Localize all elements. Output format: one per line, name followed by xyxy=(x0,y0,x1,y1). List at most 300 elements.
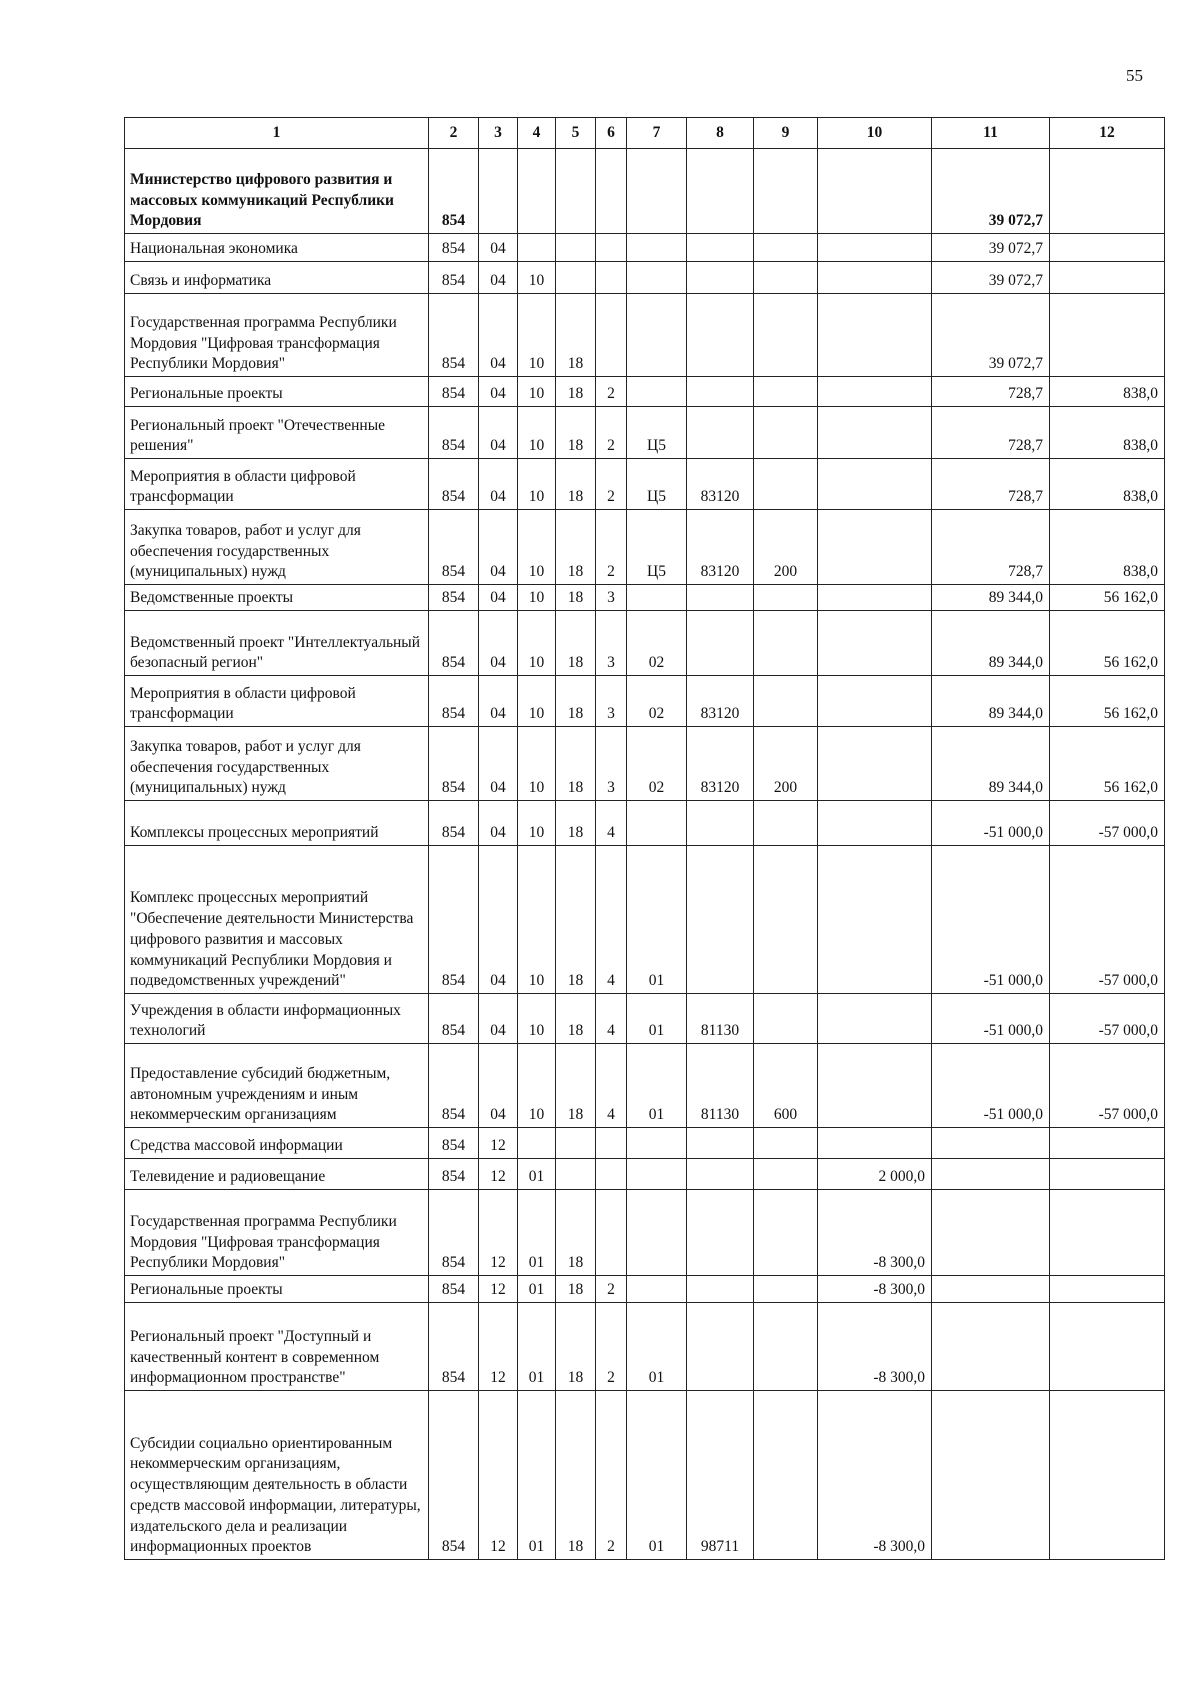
amount-cell xyxy=(932,1190,1050,1276)
amount-cell: 39 072,7 xyxy=(932,234,1050,262)
table-row xyxy=(125,510,1165,585)
column-header-2: 2 xyxy=(429,118,479,149)
code-cell xyxy=(754,1391,818,1560)
row-name-cell: Региональный проект "Доступный и качественный контент в современном информационном пространстве" xyxy=(125,1303,429,1391)
amount-cell xyxy=(1050,294,1165,377)
column-header-10: 10 xyxy=(818,118,932,149)
code-cell: 854 xyxy=(429,585,479,611)
table-row xyxy=(125,611,1165,676)
code-cell: 10 xyxy=(518,611,556,676)
code-cell: 18 xyxy=(556,407,596,459)
amount-cell xyxy=(818,234,932,262)
code-cell: 81130 xyxy=(687,1044,754,1128)
code-cell: 12 xyxy=(479,1190,518,1276)
code-cell: 10 xyxy=(518,510,556,585)
code-cell: Ц5 xyxy=(627,459,687,510)
code-cell: 854 xyxy=(429,801,479,846)
table-row xyxy=(125,801,1165,846)
code-cell: 12 xyxy=(479,1391,518,1560)
amount-cell: 838,0 xyxy=(1050,377,1165,407)
code-cell: 18 xyxy=(556,377,596,407)
code-cell xyxy=(687,149,754,234)
code-cell xyxy=(754,1276,818,1303)
code-cell xyxy=(687,1190,754,1276)
amount-cell: 728,7 xyxy=(932,459,1050,510)
code-cell xyxy=(687,846,754,994)
table-row xyxy=(125,262,1165,294)
table-row xyxy=(125,149,1165,234)
table-row xyxy=(125,1391,1165,1560)
code-cell: 04 xyxy=(479,727,518,801)
row-name-cell: Предоставление субсидий бюджетным, автономным учреждениям и иным некоммерческим организациям xyxy=(125,1044,429,1128)
code-cell xyxy=(754,262,818,294)
amount-cell: 39 072,7 xyxy=(932,149,1050,234)
code-cell: 12 xyxy=(479,1276,518,1303)
code-cell: 18 xyxy=(556,1276,596,1303)
amount-cell xyxy=(932,1128,1050,1159)
code-cell: 854 xyxy=(429,1391,479,1560)
code-cell: 4 xyxy=(596,801,627,846)
amount-cell xyxy=(818,510,932,585)
code-cell xyxy=(518,1128,556,1159)
code-cell: 04 xyxy=(479,294,518,377)
code-cell xyxy=(687,407,754,459)
amount-cell xyxy=(818,611,932,676)
code-cell: 854 xyxy=(429,262,479,294)
code-cell xyxy=(627,801,687,846)
code-cell: 83120 xyxy=(687,459,754,510)
code-cell: 854 xyxy=(429,1128,479,1159)
table-row xyxy=(125,994,1165,1044)
amount-cell xyxy=(932,1391,1050,1560)
code-cell xyxy=(479,149,518,234)
code-cell: 10 xyxy=(518,294,556,377)
amount-cell xyxy=(818,1044,932,1128)
code-cell xyxy=(754,234,818,262)
row-name-cell: Государственная программа Республики Мордовия "Цифровая трансформация Республики Мордовия" xyxy=(125,294,429,377)
code-cell xyxy=(754,1190,818,1276)
code-cell xyxy=(627,234,687,262)
amount-cell: 89 344,0 xyxy=(932,727,1050,801)
code-cell xyxy=(596,262,627,294)
code-cell xyxy=(556,149,596,234)
code-cell xyxy=(687,262,754,294)
row-name-cell: Комплексы процессных мероприятий xyxy=(125,801,429,846)
code-cell: 04 xyxy=(479,1044,518,1128)
code-cell: 854 xyxy=(429,1276,479,1303)
amount-cell xyxy=(818,294,932,377)
amount-cell xyxy=(932,1159,1050,1190)
code-cell: 854 xyxy=(429,1044,479,1128)
code-cell: 04 xyxy=(479,407,518,459)
code-cell xyxy=(687,1303,754,1391)
code-cell: 04 xyxy=(479,676,518,727)
amount-cell xyxy=(1050,1276,1165,1303)
column-header-11: 11 xyxy=(932,118,1050,149)
table-row xyxy=(125,1159,1165,1190)
row-name-cell: Национальная экономика xyxy=(125,234,429,262)
amount-cell xyxy=(818,262,932,294)
row-name-cell: Региональные проекты xyxy=(125,1276,429,1303)
code-cell xyxy=(754,407,818,459)
code-cell: 12 xyxy=(479,1159,518,1190)
amount-cell xyxy=(1050,149,1165,234)
code-cell: 04 xyxy=(479,234,518,262)
amount-cell xyxy=(818,994,932,1044)
code-cell: 2 xyxy=(596,1391,627,1560)
table-row xyxy=(125,727,1165,801)
code-cell: 3 xyxy=(596,611,627,676)
code-cell: 01 xyxy=(518,1276,556,1303)
code-cell: 04 xyxy=(479,510,518,585)
amount-cell: 56 162,0 xyxy=(1050,585,1165,611)
code-cell: 854 xyxy=(429,377,479,407)
amount-cell: 39 072,7 xyxy=(932,294,1050,377)
code-cell: 18 xyxy=(556,1391,596,1560)
code-cell: 10 xyxy=(518,801,556,846)
code-cell xyxy=(754,611,818,676)
code-cell: 854 xyxy=(429,510,479,585)
column-header-8: 8 xyxy=(687,118,754,149)
row-name-cell: Субсидии социально ориентированным некоммерческим организациям, осуществляющим деятельность в области средств массовой информации, литературы, издательского дела и реализации информационных проектов xyxy=(125,1391,429,1560)
amount-cell xyxy=(1050,1128,1165,1159)
amount-cell xyxy=(1050,262,1165,294)
code-cell xyxy=(627,149,687,234)
code-cell: 01 xyxy=(518,1159,556,1190)
code-cell xyxy=(687,1276,754,1303)
code-cell xyxy=(596,234,627,262)
amount-cell: -8 300,0 xyxy=(818,1276,932,1303)
amount-cell: -8 300,0 xyxy=(818,1190,932,1276)
code-cell: 02 xyxy=(627,727,687,801)
code-cell xyxy=(754,377,818,407)
code-cell xyxy=(596,149,627,234)
code-cell: 3 xyxy=(596,676,627,727)
code-cell: 854 xyxy=(429,407,479,459)
code-cell: 200 xyxy=(754,510,818,585)
code-cell: 10 xyxy=(518,846,556,994)
amount-cell xyxy=(818,727,932,801)
code-cell xyxy=(556,234,596,262)
code-cell: 200 xyxy=(754,727,818,801)
code-cell: 2 xyxy=(596,377,627,407)
table-row xyxy=(125,407,1165,459)
row-name-cell: Мероприятия в области цифровой трансформации xyxy=(125,676,429,727)
code-cell: 01 xyxy=(627,1391,687,1560)
code-cell xyxy=(687,234,754,262)
code-cell xyxy=(754,1128,818,1159)
row-name-cell: Региональные проекты xyxy=(125,377,429,407)
code-cell xyxy=(754,585,818,611)
code-cell: 10 xyxy=(518,1044,556,1128)
code-cell: 2 xyxy=(596,1276,627,1303)
amount-cell: 2 000,0 xyxy=(818,1159,932,1190)
code-cell: 18 xyxy=(556,510,596,585)
code-cell: 854 xyxy=(429,676,479,727)
column-header-7: 7 xyxy=(627,118,687,149)
amount-cell xyxy=(1050,1159,1165,1190)
amount-cell xyxy=(1050,1391,1165,1560)
row-name-cell: Ведомственный проект "Интеллектуальный безопасный регион" xyxy=(125,611,429,676)
row-name-cell: Государственная программа Республики Мордовия "Цифровая трансформация Республики Мордовия" xyxy=(125,1190,429,1276)
amount-cell xyxy=(932,1276,1050,1303)
row-name-cell: Региональный проект "Отечественные решения" xyxy=(125,407,429,459)
code-cell: 854 xyxy=(429,234,479,262)
code-cell: 01 xyxy=(518,1190,556,1276)
code-cell: 4 xyxy=(596,846,627,994)
code-cell xyxy=(556,1159,596,1190)
column-header-3: 3 xyxy=(479,118,518,149)
amount-cell: -51 000,0 xyxy=(932,1044,1050,1128)
code-cell xyxy=(754,1303,818,1391)
code-cell: 04 xyxy=(479,585,518,611)
amount-cell xyxy=(1050,234,1165,262)
code-cell xyxy=(627,585,687,611)
code-cell xyxy=(754,801,818,846)
code-cell: 854 xyxy=(429,727,479,801)
table-row xyxy=(125,294,1165,377)
row-name-cell: Министерство цифрового развития и массовых коммуникаций Республики Мордовия xyxy=(125,149,429,234)
code-cell: 3 xyxy=(596,585,627,611)
code-cell: 18 xyxy=(556,994,596,1044)
code-cell: 2 xyxy=(596,459,627,510)
code-cell: 854 xyxy=(429,149,479,234)
code-cell xyxy=(627,294,687,377)
code-cell: 10 xyxy=(518,676,556,727)
amount-cell: -57 000,0 xyxy=(1050,1044,1165,1128)
code-cell: 01 xyxy=(518,1391,556,1560)
code-cell: 600 xyxy=(754,1044,818,1128)
amount-cell: 39 072,7 xyxy=(932,262,1050,294)
code-cell xyxy=(556,262,596,294)
code-cell xyxy=(687,377,754,407)
column-header-12: 12 xyxy=(1050,118,1165,149)
code-cell xyxy=(754,1159,818,1190)
amount-cell: 89 344,0 xyxy=(932,676,1050,727)
amount-cell: 728,7 xyxy=(932,377,1050,407)
amount-cell xyxy=(818,1128,932,1159)
code-cell: 2 xyxy=(596,1303,627,1391)
amount-cell xyxy=(818,585,932,611)
column-header-1: 1 xyxy=(125,118,429,149)
code-cell: 854 xyxy=(429,611,479,676)
column-number-row xyxy=(125,118,1165,149)
row-name-cell: Закупка товаров, работ и услуг для обеспечения государственных (муниципальных) нужд xyxy=(125,510,429,585)
code-cell: Ц5 xyxy=(627,407,687,459)
code-cell: 18 xyxy=(556,294,596,377)
code-cell: 854 xyxy=(429,1303,479,1391)
code-cell: 12 xyxy=(479,1303,518,1391)
amount-cell: 56 162,0 xyxy=(1050,727,1165,801)
code-cell xyxy=(518,149,556,234)
code-cell: 18 xyxy=(556,676,596,727)
code-cell: 18 xyxy=(556,846,596,994)
column-header-4: 4 xyxy=(518,118,556,149)
code-cell xyxy=(518,234,556,262)
amount-cell xyxy=(1050,1303,1165,1391)
table-row xyxy=(125,1190,1165,1276)
code-cell: 10 xyxy=(518,262,556,294)
code-cell xyxy=(754,459,818,510)
code-cell xyxy=(627,377,687,407)
code-cell: 854 xyxy=(429,994,479,1044)
amount-cell: -51 000,0 xyxy=(932,994,1050,1044)
code-cell: 04 xyxy=(479,846,518,994)
code-cell: 18 xyxy=(556,1303,596,1391)
amount-cell xyxy=(818,377,932,407)
code-cell: 10 xyxy=(518,727,556,801)
code-cell: 18 xyxy=(556,801,596,846)
table-row xyxy=(125,1303,1165,1391)
amount-cell: -57 000,0 xyxy=(1050,801,1165,846)
code-cell: 01 xyxy=(627,1303,687,1391)
amount-cell xyxy=(1050,1190,1165,1276)
code-cell: 10 xyxy=(518,459,556,510)
code-cell: 81130 xyxy=(687,994,754,1044)
code-cell: 01 xyxy=(518,1303,556,1391)
code-cell: 10 xyxy=(518,585,556,611)
code-cell xyxy=(687,801,754,846)
code-cell: 01 xyxy=(627,846,687,994)
amount-cell: -57 000,0 xyxy=(1050,846,1165,994)
row-name-cell: Связь и информатика xyxy=(125,262,429,294)
code-cell xyxy=(687,1159,754,1190)
table-row xyxy=(125,676,1165,727)
amount-cell: 838,0 xyxy=(1050,510,1165,585)
page-number: 55 xyxy=(1126,66,1143,85)
amount-cell xyxy=(818,407,932,459)
code-cell: 04 xyxy=(479,994,518,1044)
code-cell: 2 xyxy=(596,510,627,585)
amount-cell: 838,0 xyxy=(1050,407,1165,459)
code-cell xyxy=(596,294,627,377)
code-cell: 12 xyxy=(479,1128,518,1159)
code-cell xyxy=(687,294,754,377)
code-cell: 02 xyxy=(627,676,687,727)
code-cell: 18 xyxy=(556,1044,596,1128)
code-cell: 01 xyxy=(627,994,687,1044)
code-cell: 854 xyxy=(429,846,479,994)
code-cell: 10 xyxy=(518,994,556,1044)
code-cell xyxy=(596,1190,627,1276)
code-cell: 854 xyxy=(429,459,479,510)
table-body xyxy=(125,149,1165,1560)
amount-cell: -51 000,0 xyxy=(932,801,1050,846)
code-cell: 10 xyxy=(518,407,556,459)
code-cell: 04 xyxy=(479,459,518,510)
code-cell: 854 xyxy=(429,294,479,377)
code-cell xyxy=(596,1128,627,1159)
code-cell: 98711 xyxy=(687,1391,754,1560)
code-cell xyxy=(627,1128,687,1159)
code-cell: 4 xyxy=(596,994,627,1044)
code-cell xyxy=(754,994,818,1044)
column-header-6: 6 xyxy=(596,118,627,149)
code-cell: 2 xyxy=(596,407,627,459)
code-cell xyxy=(627,262,687,294)
amount-cell: 89 344,0 xyxy=(932,611,1050,676)
budget-table xyxy=(124,117,1165,1560)
code-cell: 04 xyxy=(479,801,518,846)
code-cell xyxy=(754,846,818,994)
table-row xyxy=(125,1128,1165,1159)
amount-cell: 728,7 xyxy=(932,407,1050,459)
amount-cell xyxy=(818,459,932,510)
row-name-cell: Учреждения в области информационных технологий xyxy=(125,994,429,1044)
code-cell: 18 xyxy=(556,585,596,611)
code-cell xyxy=(687,611,754,676)
amount-cell xyxy=(818,801,932,846)
code-cell xyxy=(754,149,818,234)
code-cell xyxy=(687,585,754,611)
amount-cell: 838,0 xyxy=(1050,459,1165,510)
code-cell: 83120 xyxy=(687,510,754,585)
table-row xyxy=(125,459,1165,510)
code-cell xyxy=(627,1276,687,1303)
code-cell xyxy=(687,1128,754,1159)
code-cell xyxy=(754,294,818,377)
row-name-cell: Комплекс процессных мероприятий "Обеспечение деятельности Министерства цифрового развития и массовых коммуникаций Республики Мордовия и подведомственных учреждений" xyxy=(125,846,429,994)
amount-cell: 728,7 xyxy=(932,510,1050,585)
code-cell: 83120 xyxy=(687,676,754,727)
code-cell: 18 xyxy=(556,459,596,510)
code-cell: 18 xyxy=(556,611,596,676)
amount-cell: 89 344,0 xyxy=(932,585,1050,611)
code-cell: 4 xyxy=(596,1044,627,1128)
row-name-cell: Телевидение и радиовещание xyxy=(125,1159,429,1190)
code-cell: 854 xyxy=(429,1159,479,1190)
table-row xyxy=(125,1276,1165,1303)
code-cell xyxy=(754,676,818,727)
amount-cell: 56 162,0 xyxy=(1050,611,1165,676)
amount-cell: -51 000,0 xyxy=(932,846,1050,994)
amount-cell xyxy=(818,149,932,234)
amount-cell xyxy=(818,676,932,727)
row-name-cell: Ведомственные проекты xyxy=(125,585,429,611)
code-cell: 854 xyxy=(429,1190,479,1276)
code-cell xyxy=(627,1159,687,1190)
code-cell: 18 xyxy=(556,727,596,801)
amount-cell xyxy=(818,846,932,994)
amount-cell: 56 162,0 xyxy=(1050,676,1165,727)
amount-cell xyxy=(932,1303,1050,1391)
table-row xyxy=(125,585,1165,611)
table-row xyxy=(125,377,1165,407)
code-cell: 04 xyxy=(479,611,518,676)
code-cell xyxy=(627,1190,687,1276)
amount-cell: -8 300,0 xyxy=(818,1391,932,1560)
code-cell: 04 xyxy=(479,262,518,294)
amount-cell: -8 300,0 xyxy=(818,1303,932,1391)
code-cell xyxy=(596,1159,627,1190)
table-row xyxy=(125,234,1165,262)
code-cell: Ц5 xyxy=(627,510,687,585)
code-cell: 01 xyxy=(627,1044,687,1128)
code-cell: 04 xyxy=(479,377,518,407)
code-cell: 18 xyxy=(556,1190,596,1276)
row-name-cell: Средства массовой информации xyxy=(125,1128,429,1159)
column-header-5: 5 xyxy=(556,118,596,149)
code-cell: 3 xyxy=(596,727,627,801)
column-header-9: 9 xyxy=(754,118,818,149)
code-cell: 10 xyxy=(518,377,556,407)
code-cell: 02 xyxy=(627,611,687,676)
row-name-cell: Закупка товаров, работ и услуг для обеспечения государственных (муниципальных) нужд xyxy=(125,727,429,801)
row-name-cell: Мероприятия в области цифровой трансформации xyxy=(125,459,429,510)
table-row xyxy=(125,846,1165,994)
amount-cell: -57 000,0 xyxy=(1050,994,1165,1044)
code-cell xyxy=(556,1128,596,1159)
